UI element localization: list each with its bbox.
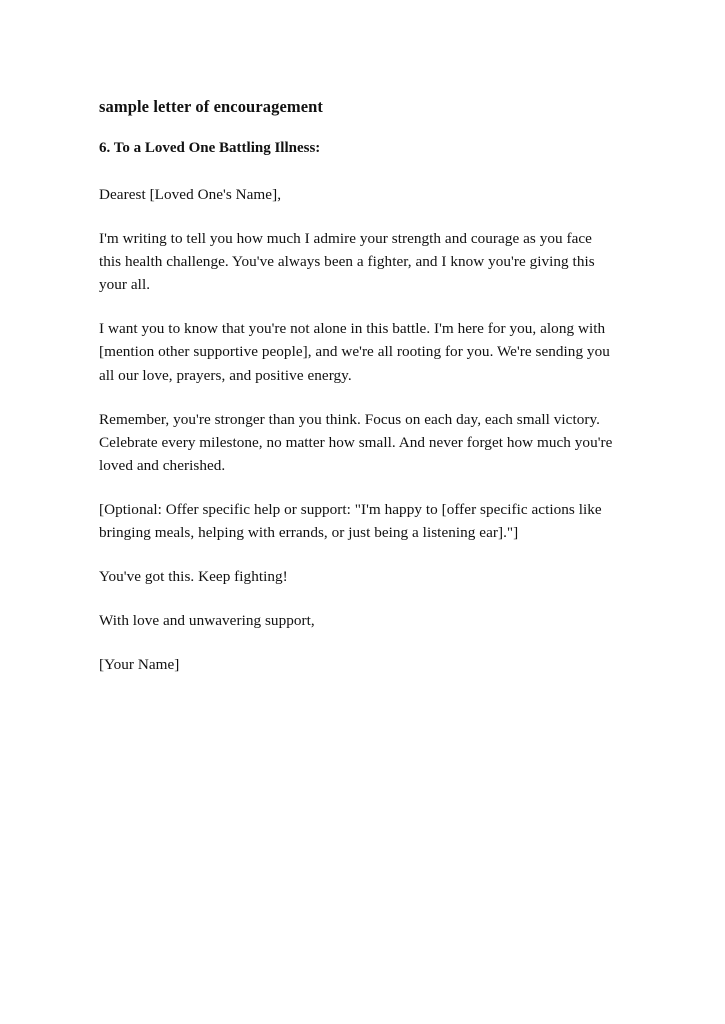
page-title: sample letter of encouragement — [99, 97, 324, 116]
letter-paragraph: [Optional: Offer specific help or support: "I'm happy to [offer specific actions like bringing meals, helping with errands, or just being a listening ear]."] — [99, 500, 602, 541]
letter-paragraph: Dearest [Loved One's Name], — [99, 185, 282, 203]
letter-paragraph: Remember, you're stronger than you think. Focus on each day, each small victory. Celebrate every milestone, no matter how small. And never forget how much you're loved and cherished. — [99, 410, 613, 474]
letter-closing: With love and unwavering support, — [99, 612, 315, 630]
letter-paragraph: You've got this. Keep fighting! — [99, 568, 288, 586]
letter-paragraph: I'm writing to tell you how much I admire your strength and courage as you face this health challenge. You've always been a fighter, and I know you're giving this your all. — [99, 230, 595, 294]
section-heading: 6. To a Loved One Battling Illness: — [99, 140, 321, 157]
letter-paragraph: I want you to know that you're not alone in this battle. I'm here for you, along with [mention other supportive people], and we're all rooting for you. We're sending you all our love, prayers, and positive energy. — [99, 320, 610, 384]
letter-signature: [Your Name] — [99, 656, 180, 674]
